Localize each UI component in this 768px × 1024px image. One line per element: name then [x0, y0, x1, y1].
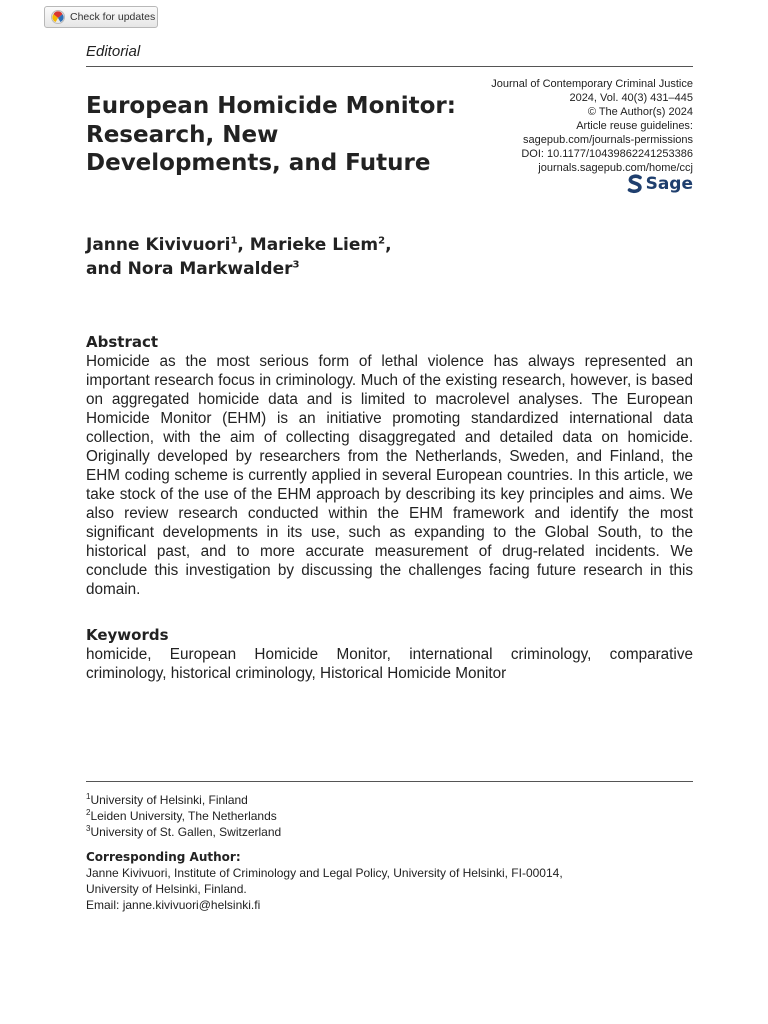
volume-info: 2024, Vol. 40(3) 431–445	[569, 92, 693, 104]
corresponding-author-heading: Corresponding Author:	[86, 850, 241, 864]
affiliations	[86, 792, 281, 840]
affiliation-marker: 3	[292, 259, 300, 271]
author-conjunction: and	[86, 259, 128, 279]
journal-name: Journal of Contemporary Criminal Justice	[491, 78, 693, 90]
reuse-link[interactable]: sagepub.com/journals-permissions	[523, 134, 693, 146]
corresponding-address-line: University of Helsinki, Finland.	[86, 882, 247, 896]
footnote-divider	[86, 781, 693, 782]
reuse-label: Article reuse guidelines:	[576, 120, 693, 132]
email-link[interactable]: janne.kivivuori@helsinki.fi	[122, 898, 261, 912]
keywords-text: homicide, European Homicide Monitor, international criminology, comparative criminology, historical criminology, Historical Homicide Monitor	[86, 646, 693, 682]
email-label: Email:	[86, 898, 123, 912]
journal-link[interactable]: journals.sagepub.com/home/ccj	[538, 162, 693, 174]
corresponding-email-line	[86, 897, 563, 913]
affiliation-number: 1	[86, 792, 91, 801]
doi[interactable]: DOI: 10.1177/10439862241253386	[521, 148, 693, 160]
affiliation-marker: 1	[230, 235, 238, 247]
author-name: Nora Markwalder	[127, 259, 293, 279]
corresponding-address-line: Janne Kivivuori, Institute of Criminology and Legal Policy, University of Helsinki, FI-00014,	[86, 866, 563, 880]
header-divider	[86, 66, 693, 67]
affiliation-text: University of Helsinki, Finland	[90, 793, 248, 807]
copyright: © The Author(s) 2024	[587, 106, 693, 118]
crossmark-icon	[51, 10, 65, 24]
affiliation-item	[86, 824, 281, 840]
publisher-name: Sage	[645, 174, 693, 194]
publisher-logo	[627, 174, 693, 194]
section-label: Editorial	[86, 43, 141, 60]
affiliation-number: 2	[86, 808, 91, 817]
affiliation-text: Leiden University, The Netherlands	[90, 809, 277, 823]
abstract-text: Homicide as the most serious form of lethal violence has always represented an important research focus in criminology. Much of the existing research, however, is based on aggregated homicide data and is limited to macrolevel analyses. The European Homicide Monitor (EHM) is an initiative promoting standardized international data collection, with the aim of collecting disaggregated and detailed data on homicide. Originally developed by researchers from the Netherlands, Sweden, and Finland, the EHM coding scheme is currently applied in several European countries. In this article, we take stock of the use of the EHM approach by describing its key principles and aims. We also review research conducted within the EHM framework and identify the most significant developments in its use, such as expanding to the Global South, to the historical past, and to more accurate measurement of drug-related incidents. We conclude this investigation by discussing the challenges facing future research in this domain.	[86, 353, 693, 598]
affiliation-item	[86, 792, 281, 808]
journal-metadata	[491, 77, 693, 175]
affiliation-number: 3	[86, 824, 91, 833]
author-name: Janne Kivivuori	[86, 235, 231, 255]
article-title: European Homicide Monitor: Research, New Developments, and Future	[86, 93, 456, 176]
affiliation-text: University of St. Gallen, Switzerland	[90, 825, 282, 839]
author-name: Marieke Liem	[249, 235, 379, 255]
author-list	[86, 233, 506, 281]
affiliation-item	[86, 808, 281, 824]
sage-logo-icon	[627, 174, 643, 194]
corresponding-author-details	[86, 865, 563, 913]
author-separator: ,	[385, 235, 392, 255]
check-for-updates-button[interactable]	[44, 6, 158, 28]
abstract-heading: Abstract	[86, 333, 159, 351]
affiliation-marker: 2	[378, 235, 386, 247]
author-separator: ,	[237, 235, 250, 255]
check-for-updates-label: Check for updates	[70, 11, 156, 23]
keywords-heading: Keywords	[86, 626, 169, 644]
